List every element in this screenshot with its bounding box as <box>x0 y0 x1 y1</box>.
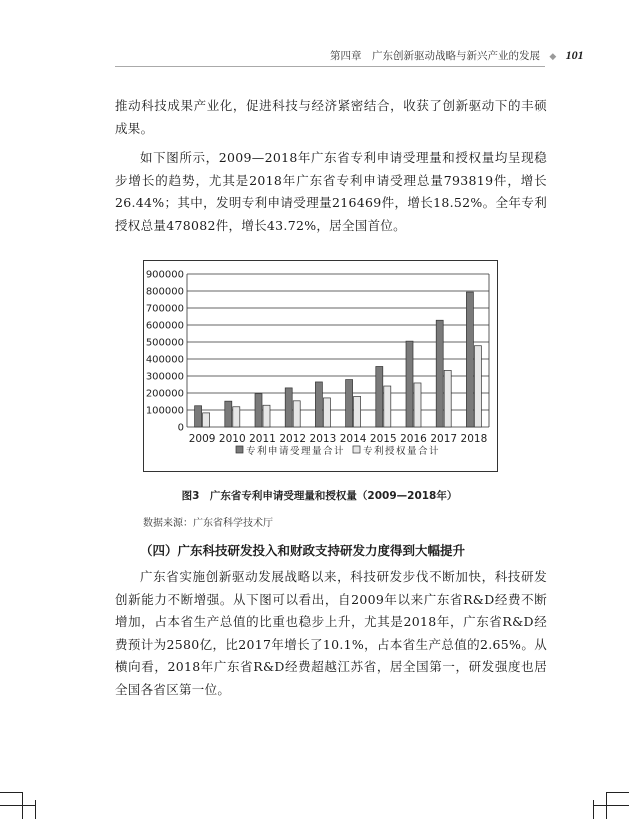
y-tick-label: 500000 <box>145 337 184 349</box>
y-tick-label: 300000 <box>145 371 184 383</box>
x-tick-label: 2009 <box>188 433 216 445</box>
bar-applications <box>436 320 443 427</box>
x-tick-label: 2010 <box>218 433 246 445</box>
paragraph-3: 广东省实施创新驱动发展战略以来，科技研发步伐不断加快，科技研发创新能力不断增强。从下图可以看出，自2009年以来广东省R&D经费不断增加，占本省生产总值的比重也稳步上升，尤其是2018年，广东省R&D经费预计为2580亿，比2017年增长了10.1%，占本省生产总值的2.65%。从横向看，2018年广东省R&D经费超越江苏省，居全国第一，研发强度也居全国各省区第一位。 <box>115 569 547 697</box>
legend-swatch <box>353 446 360 453</box>
diamond-icon: ◆ <box>549 52 557 62</box>
x-tick-label: 2012 <box>279 433 307 445</box>
patent-bar-chart <box>143 260 498 472</box>
bar-grants <box>233 407 240 427</box>
chart-canvas <box>144 261 497 471</box>
bar-applications <box>195 406 202 427</box>
x-tick-label: 2017 <box>430 433 458 445</box>
bar-grants <box>263 405 270 427</box>
section-subheading: （四）广东科技研发投入和财政支持研发力度得到大幅提升 <box>140 543 466 558</box>
legend-swatch <box>236 446 243 453</box>
y-tick-label: 800000 <box>145 286 184 298</box>
bar-grants <box>444 370 451 427</box>
bar-grants <box>323 398 330 427</box>
bar-applications <box>285 388 292 427</box>
bar-grants <box>414 383 421 427</box>
x-tick-label: 2016 <box>400 433 427 445</box>
bar-applications <box>315 382 322 427</box>
bar-applications <box>225 401 232 427</box>
crop-mark-right-h2 <box>593 805 629 806</box>
bar-applications <box>406 341 413 427</box>
bar-applications <box>255 394 262 427</box>
bar-grants <box>293 401 300 427</box>
bar-grants <box>474 346 481 427</box>
running-header <box>330 48 584 63</box>
paragraph-2: 如下图所示，2009—2018年广东省专利申请受理量和授权量均呈现稳步增长的趋势，尤其是2018年广东省专利申请受理总量793819件，增长26.44%；其中，发明专利申请受理量216469件，增长18.52%。全年专利授权总量478082件，增长43.72%，居全国首位。 <box>115 150 547 233</box>
y-tick-label: 0 <box>177 422 184 434</box>
bar-grants <box>203 413 210 427</box>
bar-grants <box>354 396 361 427</box>
bar-applications <box>346 380 353 427</box>
y-tick-label: 600000 <box>145 320 184 332</box>
bar-applications <box>466 292 473 427</box>
x-tick-label: 2018 <box>460 433 488 445</box>
x-tick-label: 2015 <box>369 433 397 445</box>
x-tick-label: 2013 <box>309 433 337 445</box>
x-tick-label: 2014 <box>339 433 367 445</box>
header-rule <box>115 66 545 67</box>
y-tick-label: 700000 <box>145 303 184 315</box>
y-tick-label: 900000 <box>145 269 184 281</box>
bar-applications <box>376 366 383 427</box>
crop-mark-left-v2 <box>35 800 36 819</box>
legend-label: 专利申请受理量合计 <box>246 446 346 457</box>
crop-mark-left-h <box>0 792 22 793</box>
crop-mark-right-v2 <box>593 800 594 819</box>
figure-caption: 图3 广东省专利申请受理量和授权量（2009—2018年） <box>181 490 458 502</box>
page-number: 101 <box>565 48 584 62</box>
crop-mark-left-h2 <box>0 805 35 806</box>
y-tick-label: 200000 <box>145 388 184 400</box>
crop-mark-right-h <box>607 792 629 793</box>
chapter-title: 第四章 广东创新驱动战略与新兴产业的发展 <box>330 50 540 62</box>
y-tick-label: 100000 <box>145 405 184 417</box>
figure-source: 数据来源：广东省科学技术厅 <box>143 518 273 529</box>
paragraph-1: 推动科技成果产业化，促进科技与经济紧密结合，收获了创新驱动下的丰硕成果。 <box>115 98 547 136</box>
y-tick-label: 400000 <box>145 354 184 366</box>
bar-grants <box>384 386 391 427</box>
x-tick-label: 2011 <box>249 433 276 445</box>
legend-label: 专利授权量合计 <box>363 446 441 457</box>
